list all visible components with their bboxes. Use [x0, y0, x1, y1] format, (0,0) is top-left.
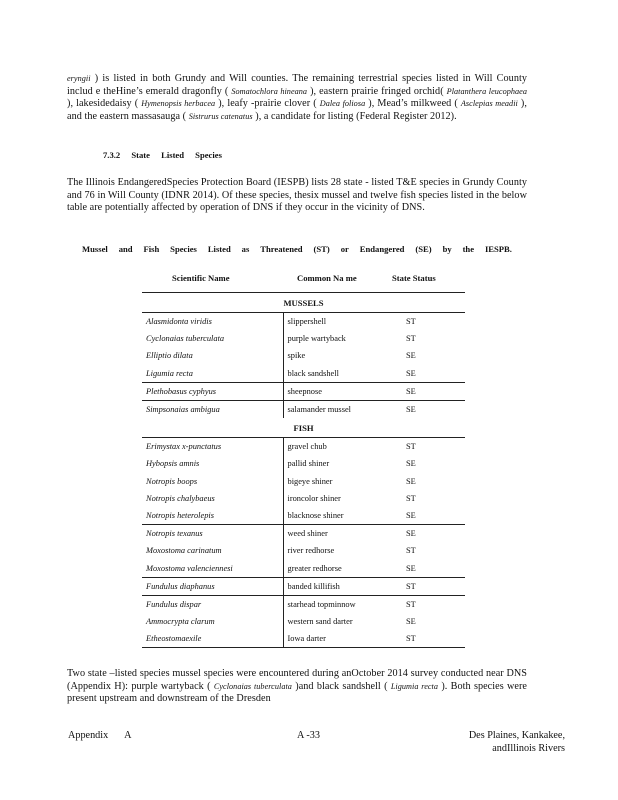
caption-word: Mussel [82, 244, 108, 254]
state-status-cell: SE [406, 476, 416, 486]
text-run: ), lakesidedaisy ( [67, 98, 139, 110]
caption-word: (SE) [415, 244, 432, 254]
common-name-cell: greater redhorse [283, 559, 390, 577]
common-name-cell: salamander mussel [287, 405, 351, 415]
caption-word: Listed [207, 244, 231, 254]
state-status-cell: SE [390, 365, 465, 383]
text-run: ), leafy -prairie clover ( [218, 98, 317, 110]
state-status-cell: SE [406, 529, 416, 539]
state-status-cell: ST [406, 334, 416, 344]
footer-section-title [440, 730, 565, 755]
species-name: Hymenopsis herbacea [141, 99, 216, 109]
caption-word: (ST) [313, 244, 330, 254]
common-name-cell: banded killifish [283, 577, 390, 595]
caption-word: or [340, 244, 349, 254]
text-run: Two state –listed species mussel species were encountered during anOctober 2014 survey conducted near DNS (Appendix H): purple wartyback ( [67, 668, 527, 692]
footer-title-line: andIllinois Rivers [492, 742, 565, 754]
common-name-cell: sheepnose [283, 382, 390, 400]
table-row [142, 630, 465, 648]
table-row [142, 507, 465, 525]
scientific-name-cell: Etheostomaexile [142, 630, 283, 648]
header-state-status: State Status [390, 263, 465, 293]
scientific-name-cell: Notropis boops [142, 473, 283, 490]
caption-word: and [118, 244, 133, 254]
scientific-name-cell: Elliptio dilata [142, 347, 283, 364]
state-status-cell: SE [390, 507, 465, 525]
state-status-cell: SE [390, 382, 465, 400]
scientific-name-cell: Erimystax x-punctatus [142, 438, 283, 456]
header-common-name: Common Na me [283, 263, 390, 293]
common-name-cell: ironcolor shiner [287, 493, 341, 503]
scientific-name-cell: Moxostoma carinatum [142, 542, 283, 559]
common-name-cell: bigeye shiner [287, 476, 333, 486]
state-status-cell: ST [406, 442, 416, 452]
state-status-cell: ST [406, 546, 416, 556]
scientific-name-cell: Simpsonaias ambigua [142, 400, 283, 418]
scientific-name-cell: Plethobasus cyphyus [142, 382, 283, 400]
table-group-row [142, 293, 465, 313]
common-name-cell: purple wartyback [287, 334, 346, 344]
caption-word: Threatened [260, 244, 303, 254]
species-name: eryngii [67, 74, 91, 83]
species-name: Dalea foliosa [319, 99, 366, 109]
text-run: ), a candidate for listing (Federal Register 2012). [255, 110, 457, 122]
section-title: State Listed Species [131, 150, 222, 160]
state-status-cell: ST [406, 493, 416, 503]
text-run: ) is listed in both Grundy and Will counties. The remaining terrestrial species listed in Will County includ e theHine’s emerald dragonfly ( [67, 73, 527, 97]
text-run: ), eastern prairie fringed orchid( [310, 85, 444, 97]
text-run: ). Both species were present upstream and downstream of the Dresden [67, 680, 527, 705]
common-name-cell: blacknose shiner [283, 507, 390, 525]
scientific-name-cell: Ammocrypta clarum [142, 613, 283, 630]
footer-appendix: Appendix A [68, 730, 132, 741]
state-status-cell: SE [406, 405, 416, 415]
caption-word: Fish [143, 244, 160, 254]
section-heading [103, 150, 222, 160]
table-row [142, 473, 465, 490]
species-table [142, 263, 465, 648]
table-row [142, 313, 465, 331]
scientific-name-cell: Moxostoma valenciennesi [142, 559, 283, 577]
table-row [142, 347, 465, 364]
group-label: FISH [142, 418, 465, 438]
state-status-cell: ST [406, 599, 416, 609]
state-status-cell: ST [406, 317, 416, 327]
scientific-name-cell: Notropis texanus [142, 525, 283, 543]
common-name-cell: weed shiner [287, 529, 328, 539]
common-name-cell: western sand darter [287, 617, 353, 627]
footer-page-number: A -33 [297, 730, 320, 741]
caption-word: Species [170, 244, 197, 254]
table-row [142, 330, 465, 347]
caption-word: Endangered [359, 244, 405, 254]
common-name-cell: gravel chub [287, 442, 327, 452]
table-row [142, 559, 465, 577]
common-name-cell: starhead topminnow [287, 599, 356, 609]
table-row [142, 438, 465, 456]
state-status-cell: SE [406, 351, 416, 361]
scientific-name-cell: Cyclonaias tuberculata [142, 330, 283, 347]
species-name: Asclepias meadii [460, 99, 518, 109]
scientific-name-cell: Hybopsis amnis [142, 455, 283, 472]
paragraph-iespb: The Illinois EndangeredSpecies Protection Board (IESPB) lists 28 state - listed T&E species in Grundy County and 76 in Will County (IDNR 2014). Of these species, thesix mussel and twelve fish species listed in the below table are potentially affected by operation of DNS if they occur in the vicinity of DNS. [67, 177, 527, 214]
scientific-name-cell: Notropis heterolepis [142, 507, 283, 525]
species-name: Cyclonaias tuberculata [213, 681, 292, 691]
state-status-cell: SE [406, 459, 416, 469]
species-name: Sistrurus catenatus [188, 111, 253, 121]
table-row [142, 542, 465, 559]
table-row [142, 365, 465, 383]
scientific-name-cell: Notropis chalybaeus [142, 490, 283, 507]
common-name-cell: Iowa darter [283, 630, 390, 648]
common-name-cell: slippershell [287, 317, 327, 327]
caption-word: by [442, 244, 452, 254]
species-name: Platanthera leucophaea [446, 86, 528, 96]
table-row [142, 455, 465, 472]
table-row [142, 577, 465, 595]
section-number: 7.3.2 [103, 150, 121, 160]
common-name-cell: black sandshell [283, 365, 390, 383]
paragraph-survey [67, 668, 527, 706]
scientific-name-cell: Fundulus dispar [142, 595, 283, 613]
table-row [142, 595, 465, 613]
state-status-cell: ST [390, 577, 465, 595]
table-row [142, 382, 465, 400]
common-name-cell: pallid shiner [287, 459, 330, 469]
caption-word: the [462, 244, 475, 254]
species-name: Somatochlora hineana [231, 86, 308, 96]
table-group-row [142, 418, 465, 438]
scientific-name-cell: Ligumia recta [142, 365, 283, 383]
state-status-cell: SE [390, 559, 465, 577]
table-row [142, 400, 465, 418]
paragraph-listed-species [67, 73, 527, 123]
table-row [142, 613, 465, 630]
text-run: ), and the eastern massasauga ( [67, 98, 527, 122]
state-status-cell: SE [406, 617, 416, 627]
table-row [142, 525, 465, 543]
text-run: ), Mead’s milkweed ( [368, 98, 458, 110]
footer-title-line: Des Plaines, Kankakee, [468, 730, 565, 741]
text-run: )and black sandshell ( [295, 680, 388, 692]
caption-word: IESPB. [484, 244, 512, 254]
scientific-name-cell: Fundulus diaphanus [142, 577, 283, 595]
table-caption [82, 244, 512, 254]
common-name-cell: spike [287, 351, 306, 361]
header-scientific-name: Scientific Name [142, 263, 283, 293]
common-name-cell: river redhorse [287, 546, 335, 556]
scientific-name-cell: Alasmidonta viridis [142, 313, 283, 331]
caption-word: as [241, 244, 250, 254]
state-status-cell: ST [390, 630, 465, 648]
species-name: Ligumia recta [390, 681, 439, 691]
group-label: MUSSELS [142, 293, 465, 313]
table-row [142, 490, 465, 507]
